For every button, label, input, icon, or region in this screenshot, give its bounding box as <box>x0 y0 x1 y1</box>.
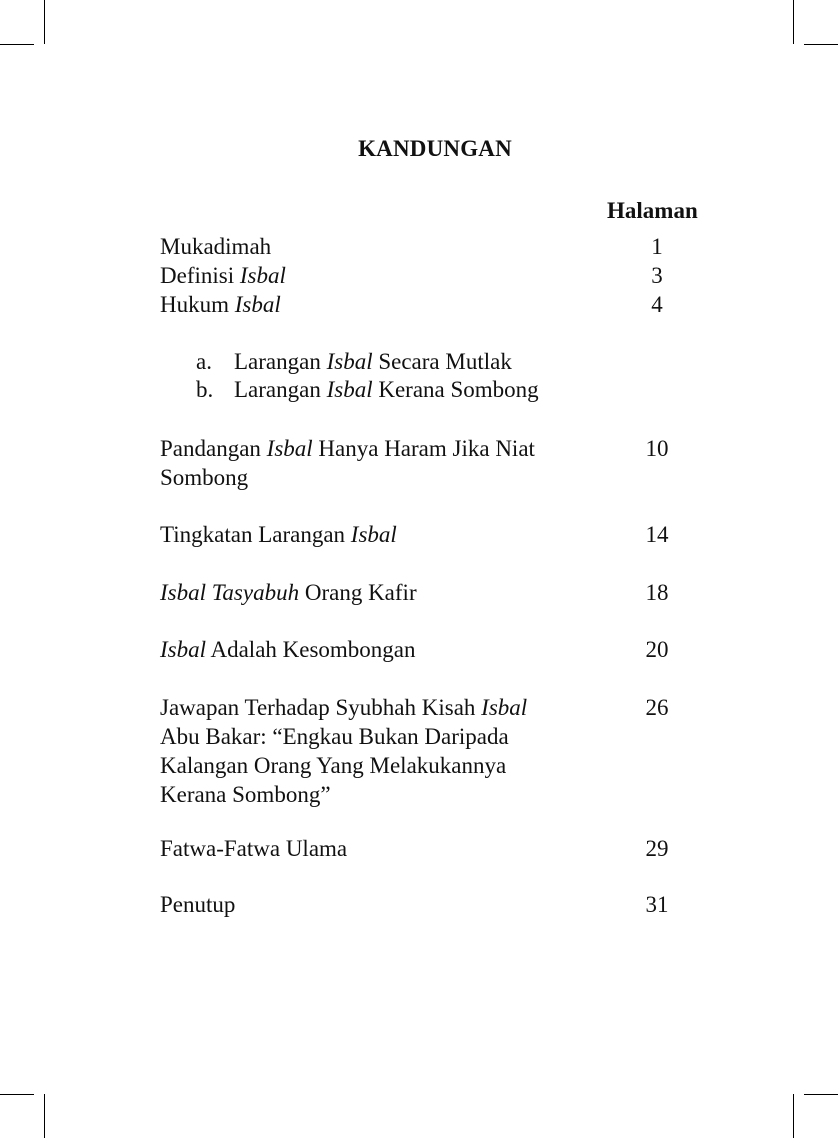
toc-page-number: 14 <box>645 522 669 547</box>
entry-text: Adalah Kesombongan <box>206 637 416 662</box>
toc-page-number: 4 <box>651 292 663 317</box>
toc-page-number: 31 <box>645 892 669 917</box>
page-column-header: Halaman <box>607 198 698 223</box>
entry-text: Larangan <box>234 377 327 402</box>
toc-entry-mukadimah <box>160 232 580 261</box>
toc-page-number: 1 <box>651 234 663 259</box>
toc-page-number: 3 <box>651 263 663 288</box>
entry-text-italic: Isbal <box>234 292 281 317</box>
page-title: KANDUNGAN <box>358 136 512 161</box>
entry-text: Larangan <box>234 349 327 374</box>
subitem-label: b. <box>196 377 214 402</box>
entry-text-italic: Isbal <box>160 637 206 662</box>
crop-mark-top-right-horizontal <box>804 44 838 45</box>
entry-text: Kalangan Orang Yang Melakukannya <box>160 753 507 778</box>
toc-page-number: 10 <box>645 436 669 461</box>
toc-entry-definisi-isbal <box>160 261 580 290</box>
crop-mark-top-right-vertical <box>793 0 794 44</box>
entry-text: Hukum <box>160 292 235 317</box>
entry-text-italic: Isbal Tasyabuh <box>160 580 300 605</box>
toc-entry-hukum-isbal <box>160 290 580 319</box>
entry-text-italic: Isbal <box>239 263 286 288</box>
entry-text: Sombong <box>160 465 249 490</box>
entry-text: Jawapan Terhadap Syubhah Kisah <box>160 695 482 720</box>
entry-text: Kerana Sombong” <box>160 782 331 807</box>
toc-entry-jawapan-syubhah <box>160 693 580 809</box>
crop-mark-bottom-right-vertical <box>793 1094 794 1138</box>
toc-entry-isbal-tasyabuh <box>160 578 580 607</box>
entry-text: Secara Mutlak <box>372 349 512 374</box>
entry-text: Mukadimah <box>160 234 272 259</box>
toc-subitem-b <box>196 376 616 404</box>
entry-text: Pandangan <box>160 436 267 461</box>
toc-entry-penutup <box>160 890 580 919</box>
entry-text: Definisi <box>160 263 240 288</box>
toc-page-number: 26 <box>645 695 669 720</box>
toc-page-number: 29 <box>645 836 669 861</box>
entry-text-italic: Isbal <box>326 377 373 402</box>
toc-entry-tingkatan-larangan <box>160 520 580 549</box>
toc-entry-isbal-kesombongan <box>160 635 580 664</box>
entry-text: Orang Kafir <box>299 580 417 605</box>
entry-text-italic: Isbal <box>350 522 397 547</box>
entry-text: Fatwa-Fatwa Ulama <box>160 836 348 861</box>
crop-mark-bottom-right-horizontal <box>804 1094 838 1095</box>
toc-page-number: 20 <box>645 637 669 662</box>
entry-text: Abu Bakar: “Engkau Bukan Daripada <box>160 724 509 749</box>
entry-text-italic: Isbal <box>481 695 528 720</box>
entry-text: Tingkatan Larangan <box>160 522 351 547</box>
crop-mark-bottom-left-horizontal <box>0 1094 34 1095</box>
crop-mark-bottom-left-vertical <box>44 1094 45 1138</box>
entry-text-italic: Isbal <box>326 349 373 374</box>
entry-text: Hanya Haram Jika Niat <box>312 436 535 461</box>
toc-entry-fatwa-ulama <box>160 834 580 863</box>
toc-entry-pandangan-isbal <box>160 434 580 492</box>
subitem-label: a. <box>196 349 212 374</box>
crop-mark-top-left-horizontal <box>0 44 34 45</box>
entry-text: Penutup <box>160 892 236 917</box>
entry-text: Kerana Sombong <box>372 377 539 402</box>
crop-mark-top-left-vertical <box>44 0 45 44</box>
toc-page-number: 18 <box>645 580 669 605</box>
entry-text-italic: Isbal <box>266 436 313 461</box>
toc-subitem-a <box>196 348 616 376</box>
